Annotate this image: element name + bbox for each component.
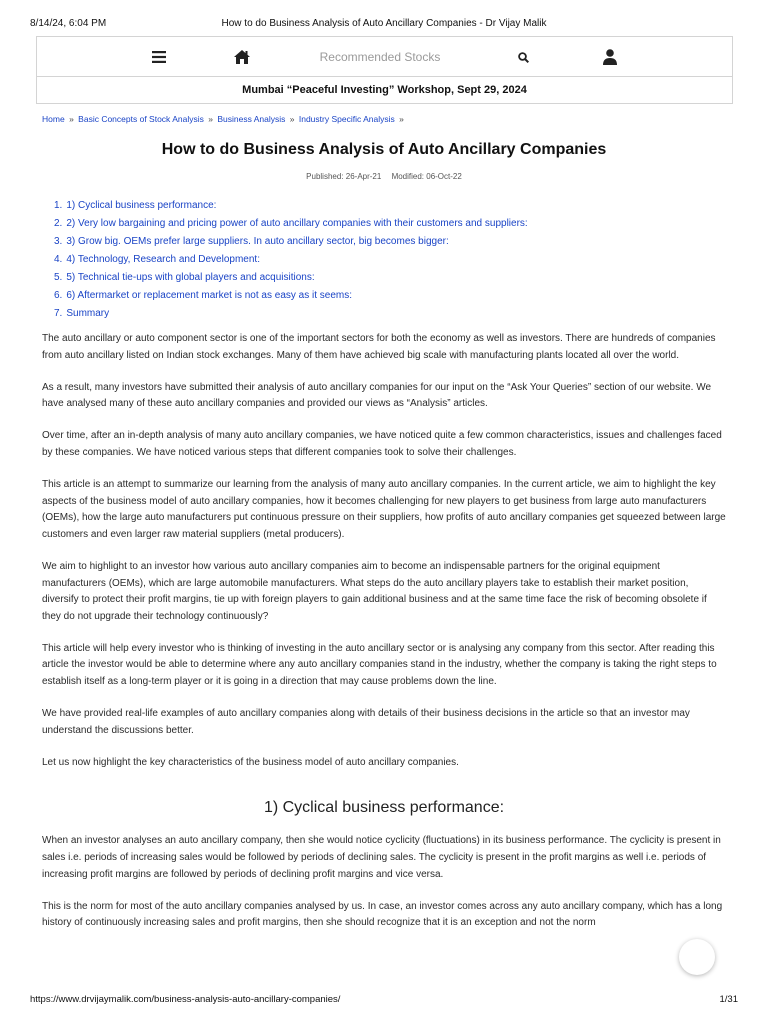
print-footer xyxy=(30,994,738,1008)
toc-item-link[interactable]: 5) Technical tie-ups with global players and acquisitions: xyxy=(66,272,315,283)
toc-item[interactable] xyxy=(54,215,744,233)
breadcrumb-separator: » xyxy=(69,114,74,124)
toc-item-number: 7. xyxy=(54,308,63,319)
breadcrumb-basic-concepts[interactable]: Basic Concepts of Stock Analysis xyxy=(78,114,204,124)
intro-paragraph: The auto ancillary or auto component sector is one of the important sectors for both the economy as well as investors. There are hundreds of companies from auto ancillary listed on Indian stock exchanges. Many of them have achieved big scale with manufacturing plants located all over the world. xyxy=(42,333,716,361)
search-icon[interactable] xyxy=(515,37,531,77)
breadcrumb-industry-specific[interactable]: Industry Specific Analysis xyxy=(298,114,395,124)
intro-paragraph: We have provided real-life examples of auto ancillary companies along with details of their business decisions in the article so that an investor may understand the discussions better. xyxy=(42,708,690,736)
toc-item-number: 6. xyxy=(54,290,63,301)
hamburger-menu-icon[interactable] xyxy=(149,37,169,77)
intro-paragraph: This article will help every investor who is thinking of investing in the auto ancillary sector or is analysing any company from this sector. After reading this article the investor would be able to determine where any auto ancillary companies stand in the industry, whether the company is taking the right steps to establish itself as a long-term player or it is going in a direction that may cause problems down the line. xyxy=(42,642,717,687)
print-page-title: How to do Business Analysis of Auto Ancillary Companies - Dr Vijay Malik xyxy=(221,18,547,29)
toc-item-link[interactable]: 3) Grow big. OEMs prefer large suppliers. In auto ancillary sector, big becomes bigger: xyxy=(66,236,449,247)
intro-paragraph: Let us now highlight the key characteristics of the business model of auto ancillary companies. xyxy=(42,756,459,768)
toc-item-link[interactable]: 4) Technology, Research and Development: xyxy=(66,254,260,265)
toc-item[interactable] xyxy=(54,251,744,269)
published-date: Published: 26-Apr-21 xyxy=(306,172,382,181)
breadcrumb-separator: » xyxy=(289,114,295,124)
article-meta xyxy=(0,172,768,181)
home-icon[interactable] xyxy=(231,37,253,77)
breadcrumb-separator: » xyxy=(399,114,404,124)
toc-item[interactable] xyxy=(54,305,744,323)
modified-date: Modified: 06-Oct-22 xyxy=(391,172,462,181)
toc-item[interactable] xyxy=(54,197,744,215)
intro-paragraph: We aim to highlight to an investor how various auto ancillary companies aim to become an indispensable partners for the original equipment manufacturers (OEMs), which are large automobile manufacturers. What steps do the auto ancillary players take to establish their market position, diversify to protect their profit margins, tie up with foreign players to gain additional business and at the same time face the risk of becoming obsolete if they do not upgrade their technology continuously? xyxy=(42,560,707,622)
toc-item-link[interactable]: Summary xyxy=(66,308,110,319)
toc-item-number: 2. xyxy=(54,218,63,229)
breadcrumb xyxy=(42,114,406,124)
table-of-contents xyxy=(54,197,744,323)
page-url: https://www.drvijaymalik.com/business-analysis-auto-ancillary-companies/ xyxy=(30,994,341,1005)
section-paragraph: This is the norm for most of the auto ancillary companies analysed by us. In case, an investor comes across any auto ancillary company, which has a long history of continuously increasing sales and profit margins, then she should recognize that it is an exception and not the norm xyxy=(42,900,723,929)
intro-paragraph: This article is an attempt to summarize our learning from the analysis of many auto ancillary companies. In the current article, we aim to highlight the key aspects of the business model of auto ancillary companies, how it becomes challenging for new players to get business from large auto manufacturers (OEMs), how the large auto manufacturers put continuous pressure on their suppliers, how profits of auto ancillary companies get squeezed between large customers and even larger raw material suppliers (metal producers). xyxy=(42,479,726,540)
toc-item[interactable] xyxy=(54,233,744,251)
toc-item-number: 3. xyxy=(54,236,63,247)
toc-item[interactable] xyxy=(54,287,744,305)
article-title: How to do Business Analysis of Auto Ancillary Companies xyxy=(161,141,607,158)
workshop-announcement[interactable]: Mumbai “Peaceful Investing” Workshop, Sept 29, 2024 xyxy=(36,76,733,104)
scroll-to-top-button[interactable] xyxy=(679,939,715,975)
user-icon[interactable] xyxy=(601,37,619,77)
toc-item[interactable] xyxy=(54,269,744,287)
section-heading: 1) Cyclical business performance: xyxy=(263,799,505,817)
toc-item-link[interactable]: 2) Very low bargaining and pricing power of auto ancillary companies with their customers and suppliers: xyxy=(66,218,528,229)
toc-item-number: 5. xyxy=(54,272,63,283)
toc-item-link[interactable]: 1) Cyclical business performance: xyxy=(66,200,217,211)
toc-item-link[interactable]: 6) Aftermarket or replacement market is not as easy as it seems: xyxy=(66,290,353,301)
section-paragraph: When an investor analyses an auto ancillary company, then she would notice cyclicity (fluctuations) in its business performance. The cyclicity is present in sales i.e. periods of increasing sales would be followed by periods of declining sales. The cyclicity is present in the profit margins as well i.e. periods of increasing profit margins are followed by periods of declining profit margins and vice versa. xyxy=(42,835,721,880)
top-navbar xyxy=(36,36,733,76)
breadcrumb-business-analysis[interactable]: Business Analysis xyxy=(217,114,286,124)
breadcrumb-separator: » xyxy=(208,114,213,124)
page-number: 1/31 xyxy=(719,994,738,1005)
toc-item-number: 1. xyxy=(54,200,63,211)
breadcrumb-home[interactable]: Home xyxy=(42,114,65,124)
recommended-stocks-link[interactable]: Recommended Stocks xyxy=(319,50,441,64)
intro-paragraph: Over time, after an in-depth analysis of many auto ancillary companies, we have noticed quite a few common characteristics, issues and challenges faced by these companies. We have noticed various steps that different companies took to solve their challenges. xyxy=(42,430,722,458)
intro-paragraph: As a result, many investors have submitted their analysis of auto ancillary companies for our input on the “Ask Your Queries” section of our website. We have analysed many of these auto ancillary companies and provided our views as “Analysis” articles. xyxy=(42,381,712,410)
article-body xyxy=(42,331,726,947)
toc-item-number: 4. xyxy=(54,254,63,265)
print-datetime: 8/14/24, 6:04 PM xyxy=(30,18,107,29)
print-header xyxy=(30,18,738,32)
